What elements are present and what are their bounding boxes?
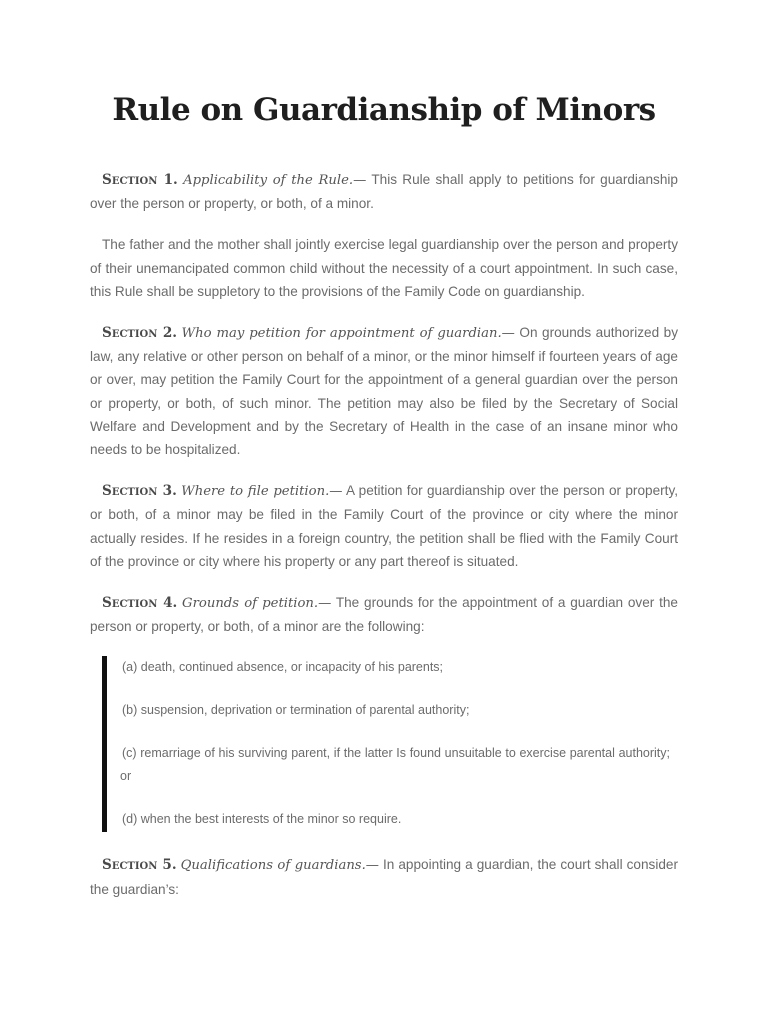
section-text: In appointing a guardian, the court shall consider the guardian’s:: [90, 857, 679, 897]
section-4: [90, 591, 678, 638]
section-title: Qualifications of guardians.—: [180, 858, 379, 874]
section-title: Who may petition for appointment of guardian.—: [181, 326, 515, 342]
section-label: Section 1.: [102, 172, 178, 188]
section-title: Applicability of the Rule.—: [183, 173, 367, 188]
ground-d: (d) when the best interests of the minor so require.: [122, 812, 402, 827]
blockquote-bar: [102, 656, 107, 832]
section-1: [90, 168, 678, 215]
parents-paragraph: The father and the mother shall jointly exercise legal guardianship over the person and property of their unemancipated common child without the necessity of a court appointment. In such case, this Rule shall be suppletory to the provisions of the Family Code on guardianship.: [90, 237, 678, 299]
section-text: A petition for guardianship over the person or property, or both, of a minor may be filed in the Family Court of the province or city where the minor actually resides. If he resides in a foreign country, the petition shall be flied with the Family Court of the province or city where his property or any part thereof is situated.: [90, 483, 679, 569]
section-2: [90, 321, 678, 461]
document-body: [90, 168, 678, 919]
section-text: The grounds for the appointment of a guardian over the person or property, or both, of a minor are the following:: [90, 595, 678, 635]
section-title: Grounds of petition.—: [182, 596, 332, 612]
grounds-blockquote: [102, 656, 678, 831]
section-title: Where to file petition.—: [181, 484, 343, 500]
section-text: This Rule shall apply to petitions for guardianship over the person or property, or both, of a minor.: [90, 172, 678, 212]
ground-b: (b) suspension, deprivation or termination of parental authority;: [122, 703, 470, 718]
section-text: On grounds authorized by law, any relative or other person on behalf of a minor, or the minor himself if fourteen years of age or over, may petition the Family Court for the appointment of a general guardian over the person or property, or both, of such minor. The petition may also be filed by the Secretary of Social Welfare and Development and by the Secretary of Health in the case of an insane minor who needs to be hospitalized.: [90, 325, 678, 458]
section-label: Section 2.: [102, 325, 178, 342]
section-label: Section 4.: [102, 595, 178, 612]
section-3: [90, 479, 678, 573]
section-label: Section 5.: [102, 857, 177, 874]
ground-a: (a) death, continued absence, or incapacity of his parents;: [122, 660, 444, 675]
section-label: Section 3.: [102, 483, 177, 500]
section-5: [90, 853, 678, 900]
ground-c: (c) remarriage of his surviving parent, if the latter Is found unsuitable to exercise parental authority; or: [120, 746, 670, 784]
document-title: Rule on Guardianship of Minors: [112, 92, 656, 128]
